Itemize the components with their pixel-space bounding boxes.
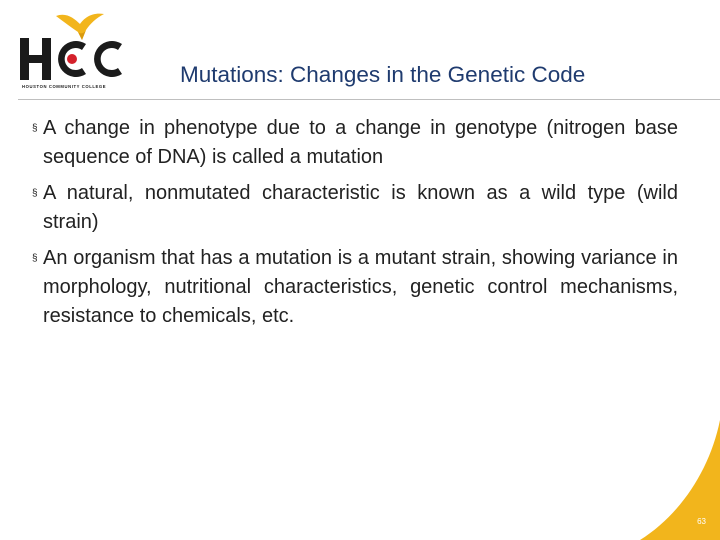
logo-subtitle: HOUSTON COMMUNITY COLLEGE — [22, 84, 107, 89]
bullet-marker: § — [32, 188, 38, 199]
slide-title: Mutations: Changes in the Genetic Code — [180, 62, 586, 87]
title-divider — [18, 99, 720, 100]
bullet-item — [32, 114, 678, 172]
bullet-list — [32, 114, 678, 338]
bullet-text: An organism that has a mutation is a mutant strain, showing variance in morphology, nutritional characteristics, genetic control mechanisms, resistance to chemicals, etc. — [43, 247, 678, 327]
bullet-item — [32, 244, 678, 331]
corner-swoosh — [640, 420, 720, 540]
bullet-marker: § — [32, 123, 38, 134]
bullet-text: A natural, nonmutated characteristic is known as a wild type (wild strain) — [43, 182, 678, 233]
bullet-item — [32, 179, 678, 237]
hcc-letters — [20, 36, 126, 82]
slide-number: 63 — [697, 517, 706, 526]
bullet-marker: § — [32, 253, 38, 264]
hcc-logo — [18, 10, 126, 89]
bullet-text: A change in phenotype due to a change in genotype (nitrogen base sequence of DNA) is called a mutation — [43, 117, 678, 168]
